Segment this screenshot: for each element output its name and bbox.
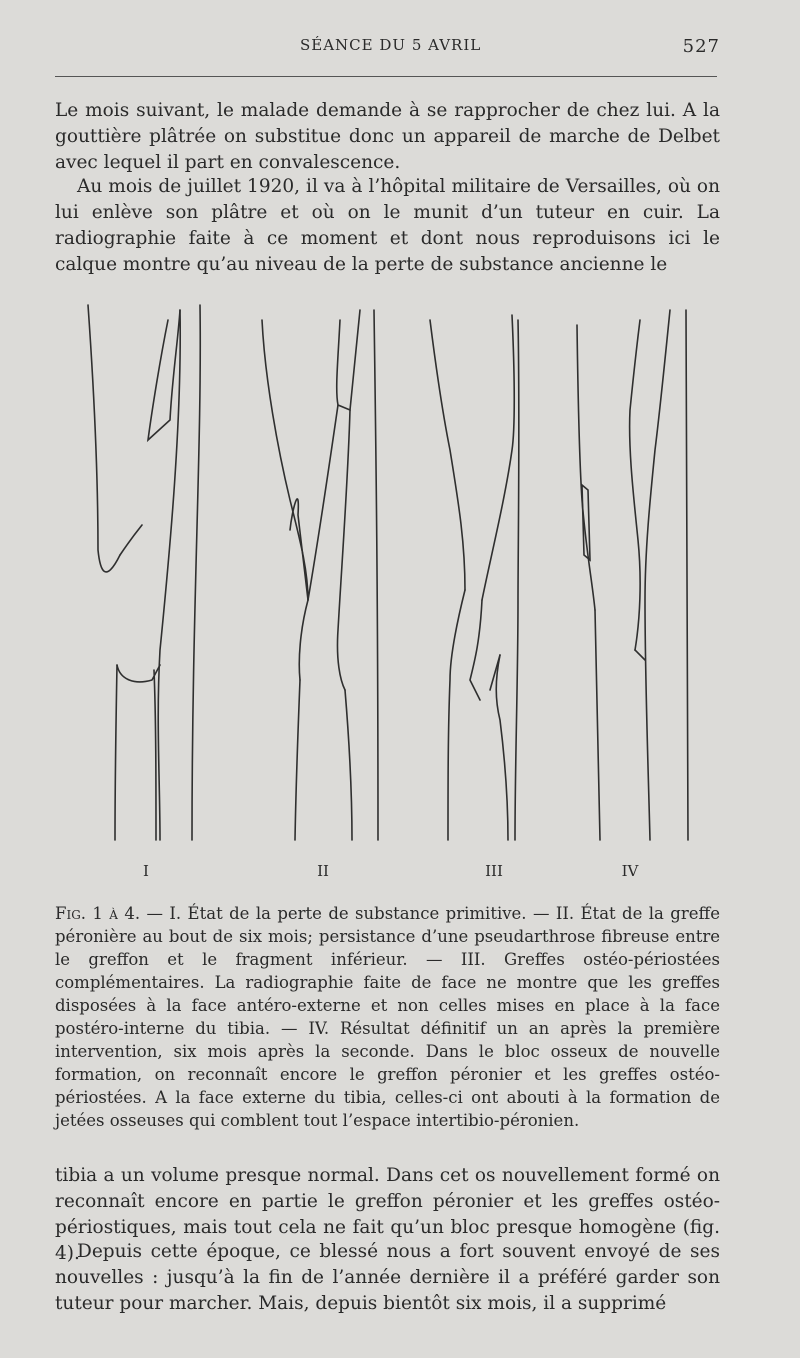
paragraph-3: tibia a un volume presque normal. Dans cet os nouvellement formé on reconnaît encore en partie le greffon péronier et les greffes ostéo-périostiques, mais tout cela ne fait qu’un bloc presque homogène (fig. 4). xyxy=(55,1165,720,1264)
header-rule xyxy=(55,76,717,77)
page-header xyxy=(55,36,720,60)
paragraph-2: Au mois de juillet 1920, il va à l’hôpital militaire de Versailles, où on lui enlève son plâtre et où on le munit d’un tuteur en cuir. La radiographie faite à ce moment et dont nous reproduisons ici le calque montre qu’au niveau de la perte de substance ancienne le xyxy=(55,176,720,275)
bone-tracings-drawing xyxy=(60,300,720,860)
figure-label-ii: II xyxy=(317,862,329,880)
page-number: 527 xyxy=(682,36,720,57)
figure-label-i: I xyxy=(143,862,149,880)
caption-figure-reference: Fig. 1 à 4. xyxy=(55,904,141,923)
paragraph-4: Depuis cette époque, ce blessé nous a fort souvent envoyé de ses nouvelles : jusqu’à la fin de l’année dernière il a préféré garder son tuteur pour marcher. Mais, depuis bientôt six mois, il a supprimé xyxy=(55,1241,720,1314)
paragraph-1: Le mois suivant, le malade demande à se rapprocher de chez lui. A la gouttière plâtrée on substitue donc un appareil de marche de Delbet avec lequel il part en convalescence. xyxy=(55,100,720,173)
tracing-ii xyxy=(262,310,378,840)
figure-label-iii: III xyxy=(485,862,503,880)
tracing-iii xyxy=(430,315,519,840)
radiograph-tracings-figure xyxy=(60,300,720,860)
running-title: SÉANCE DU 5 AVRIL xyxy=(300,36,482,54)
figure-label-iv: IV xyxy=(621,862,639,880)
figure-caption xyxy=(55,902,720,1132)
caption-text: — I. État de la perte de substance primitive. — II. État de la greffe péronière au bout de six mois; persistance d’une pseudarthrose fibreuse entre le greffon et le fragment inférieur. — III. Greffes ostéo-périostées complémentaires. La radiographie faite de face ne montre que les greffes disposées à la face antéro-externe et non celles mises en place à la face postéro-interne du tibia. — IV. Résultat définitif un an après la première intervention, six mois après la seconde. Dans le bloc osseux de nouvelle formation, on reconnaît encore le greffon péronier et les greffes ostéo-périostées. A la face externe du tibia, celles-ci ont abouti à la formation de jetées osseuses qui comblent tout l’espace intertibio-péronien. xyxy=(55,904,720,1130)
tracing-iv xyxy=(577,310,688,840)
tracing-i xyxy=(88,305,200,840)
